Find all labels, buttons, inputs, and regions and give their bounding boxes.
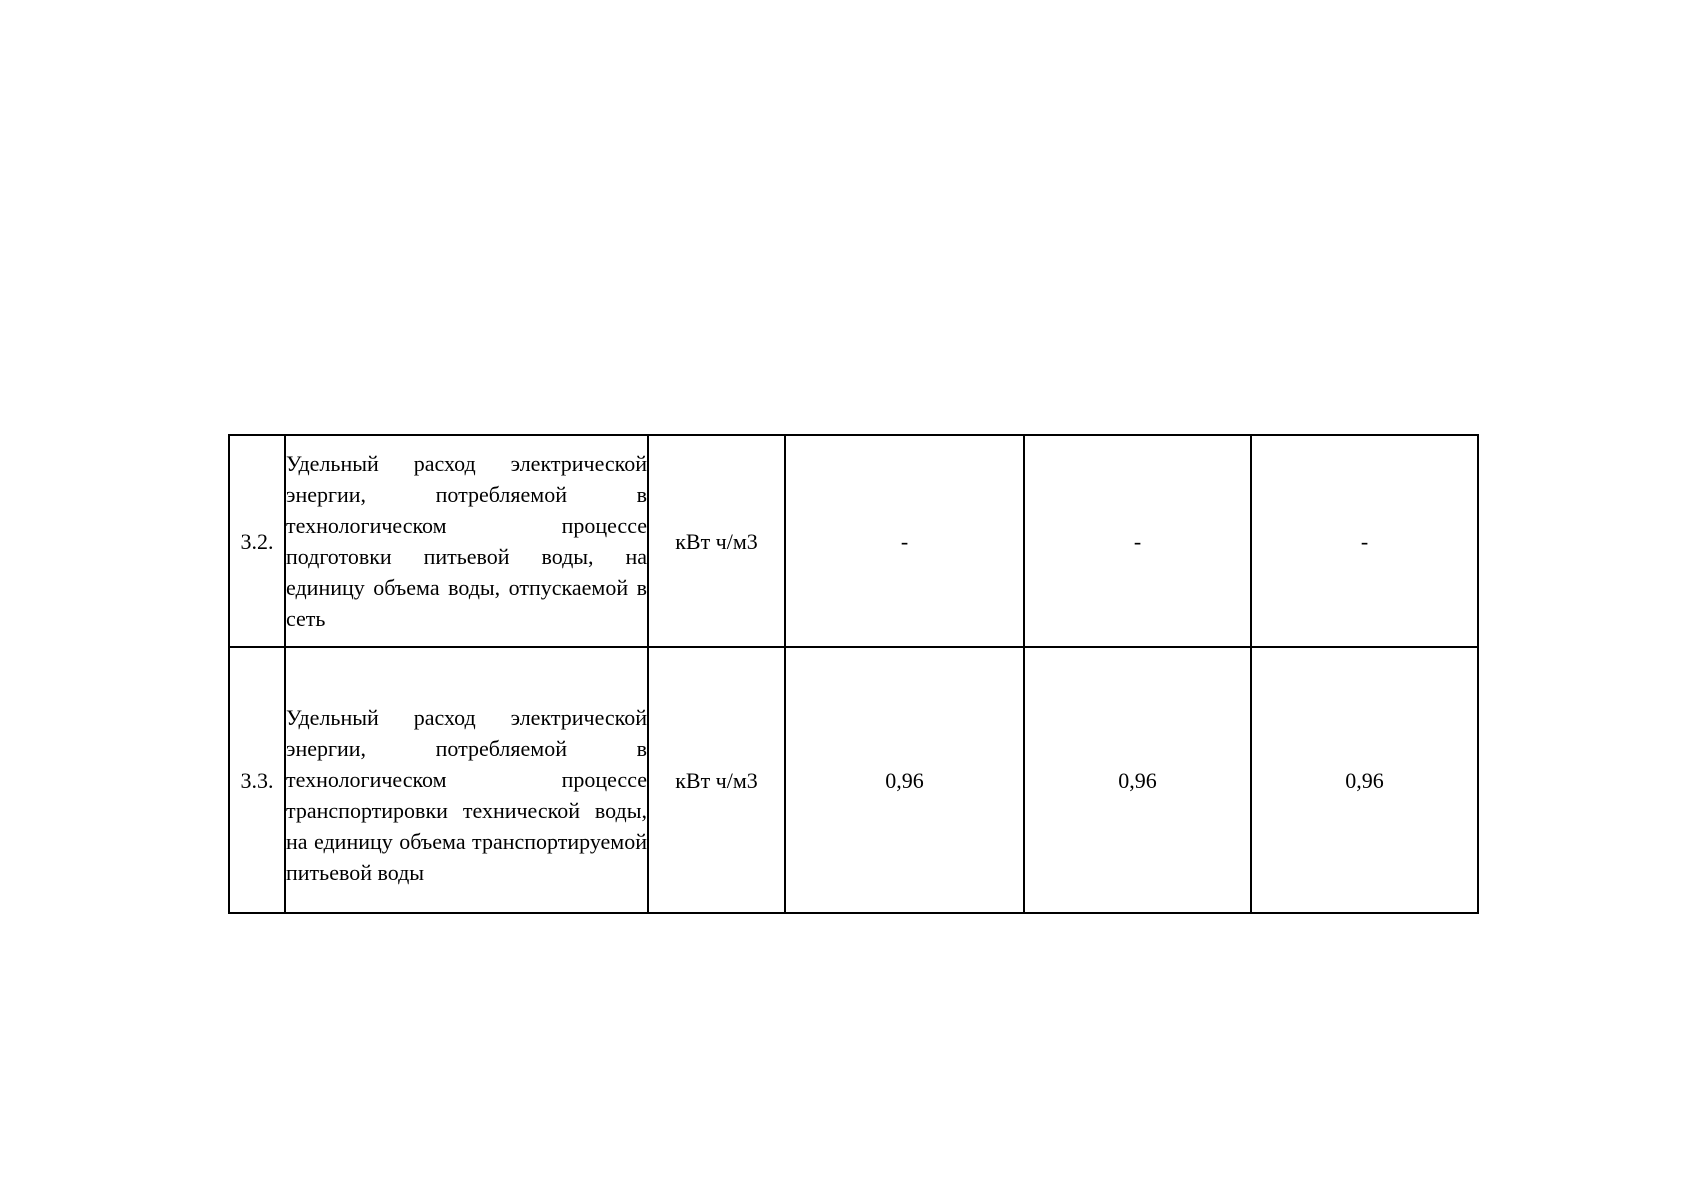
indicator-description-cell: Удельный расход электрической энергии, потребляемой в технологическом процессе подготовки питьевой воды, на единицу объема воды, отпускаемой в сеть (285, 435, 648, 647)
value-cell: 0,96 (785, 647, 1024, 913)
table-row (229, 435, 1478, 647)
value-cell: 0,96 (1251, 647, 1478, 913)
table-row (229, 647, 1478, 913)
row-number-cell: 3.2. (229, 435, 285, 647)
value-cell: - (1251, 435, 1478, 647)
indicator-description-cell: Удельный расход электрической энергии, потребляемой в технологическом процессе транспортировки технической воды, на единицу объема транспортируемой питьевой воды (285, 647, 648, 913)
unit-cell: кВт ч/м3 (648, 647, 785, 913)
indicators-table (228, 434, 1479, 914)
value-cell: - (1024, 435, 1251, 647)
value-cell: - (785, 435, 1024, 647)
row-number-cell: 3.3. (229, 647, 285, 913)
unit-cell: кВт ч/м3 (648, 435, 785, 647)
value-cell: 0,96 (1024, 647, 1251, 913)
